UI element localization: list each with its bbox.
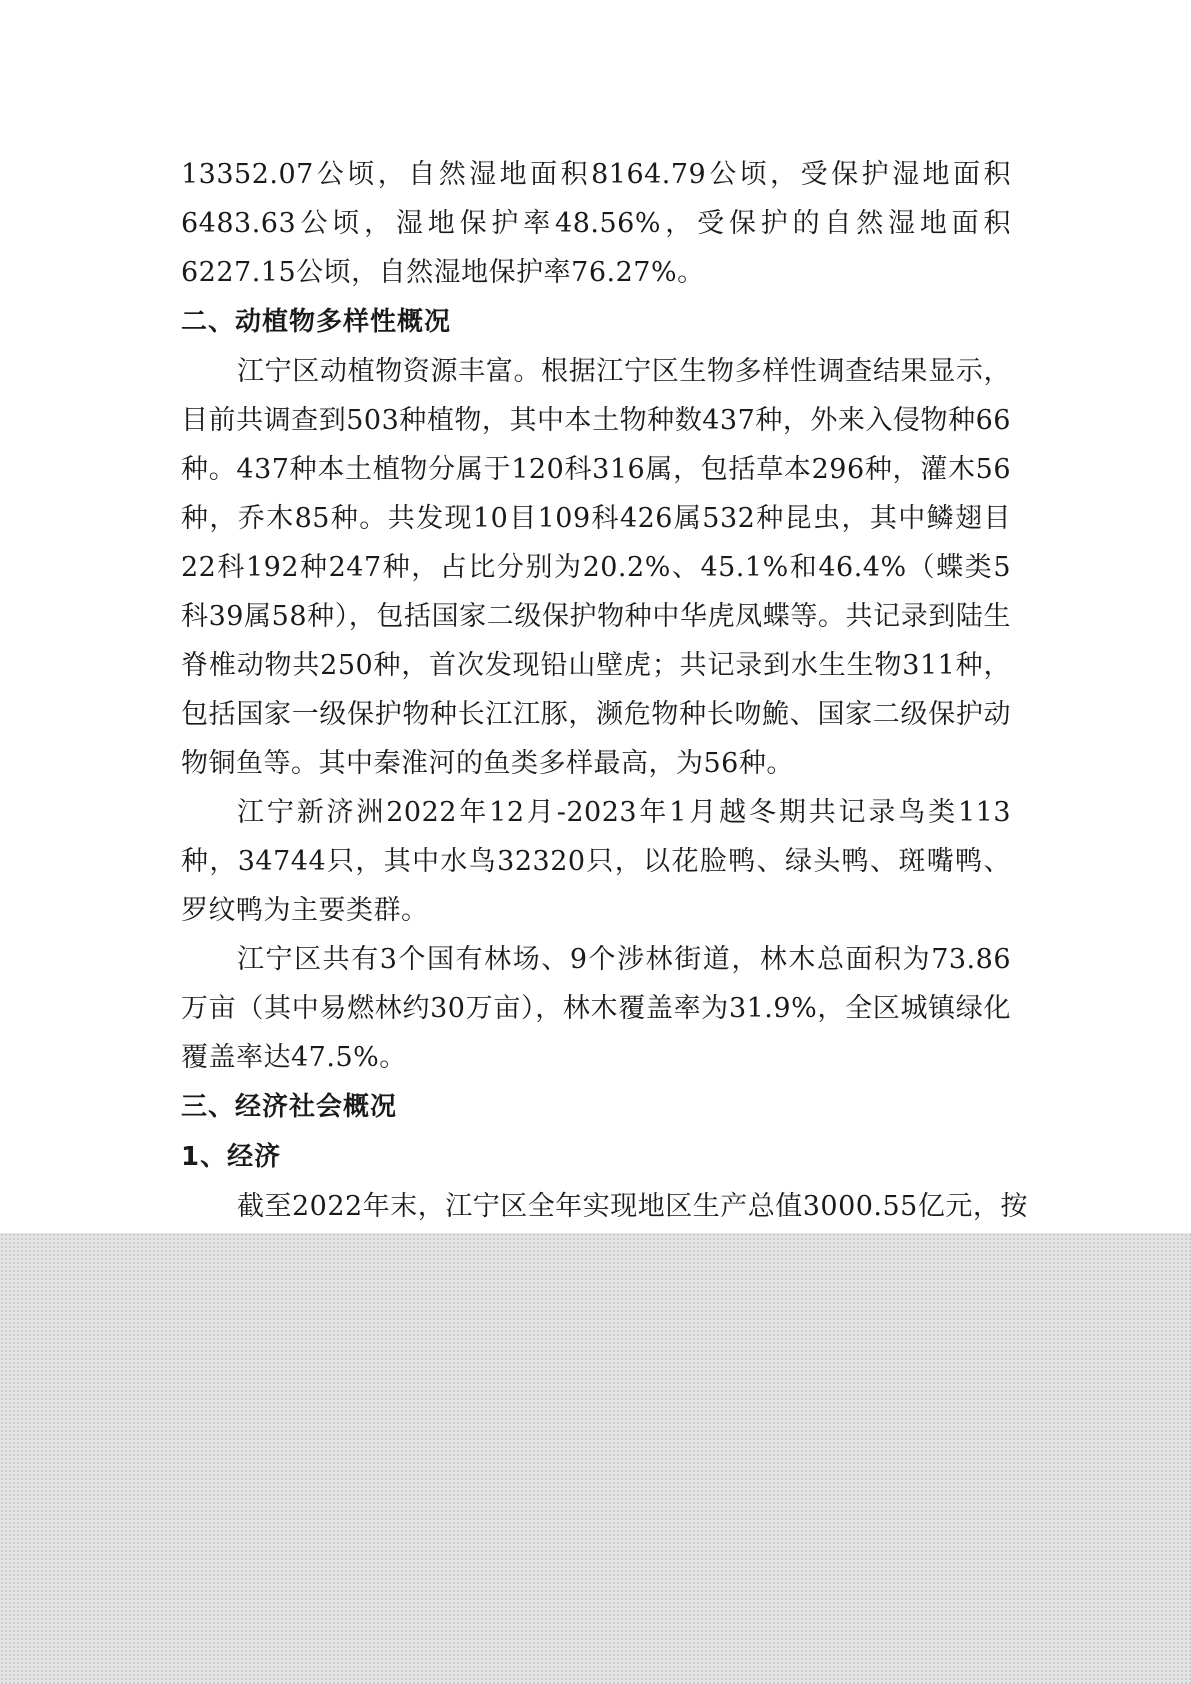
page-content	[181, 150, 1028, 1231]
paragraph-gdp-partial: 截至2022年末，江宁区全年实现地区生产总值3000.55亿元，按	[237, 1191, 1028, 1222]
unrendered-page-area	[0, 1233, 1191, 1684]
paragraph-wetland-stats: 13352.07公顷，自然湿地面积8164.79公顷，受保护湿地面积6483.63公顷，湿地保护率48.56%，受保护的自然湿地面积6227.15公顷，自然湿地保护率76.27%。	[181, 159, 1011, 288]
heading-economy: 1、经济	[181, 1142, 282, 1172]
heading-economy-society: 三、经济社会概况	[181, 1092, 398, 1122]
paragraph-flora-fauna: 江宁区动植物资源丰富。根据江宁区生物多样性调查结果显示，目前共调查到503种植物，其中本土物种数437种，外来入侵物种66种。437种本土植物分属于120科316属，包括草本296种，灌木56种，乔木85种。共发现10目109科426属532种昆虫，其中鳞翅目22科192种247种，占比分别为20.2%、45.1%和46.4%（蝶类5科39属58种），包括国家二级保护物种中华虎凤蝶等。共记录到陆生脊椎动物共250种，首次发现铅山壁虎；共记录到水生生物311种，包括国家一级保护物种长江江豚，濒危物种长吻鮠、国家二级保护动物铜鱼等。其中秦淮河的鱼类多样最高，为56种。	[181, 356, 1011, 779]
heading-biodiversity: 二、动植物多样性概况	[181, 307, 452, 337]
paragraph-birds: 江宁新济洲2022年12月-2023年1月越冬期共记录鸟类113种，34744只，其中水鸟32320只，以花脸鸭、绿头鸭、斑嘴鸭、罗纹鸭为主要类群。	[181, 797, 1011, 926]
paragraph-forest: 江宁区共有3个国有林场、9个涉林街道，林木总面积为73.86万亩（其中易燃林约30万亩），林木覆盖率为31.9%，全区城镇绿化覆盖率达47.5%。	[181, 944, 1011, 1073]
